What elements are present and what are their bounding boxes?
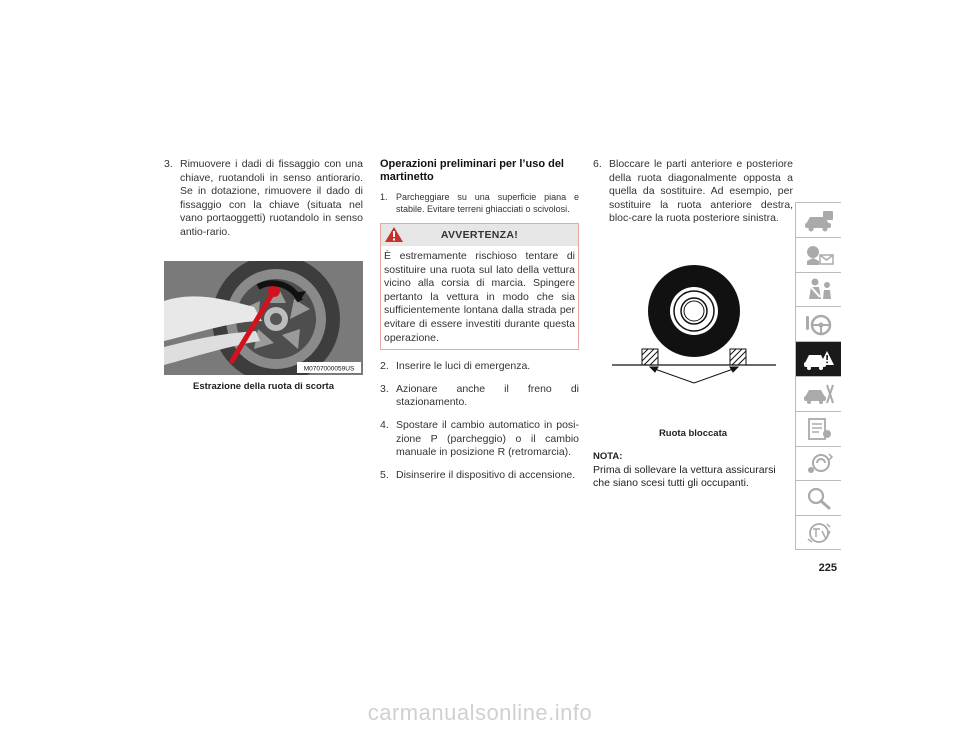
warning-title: AVVERTENZA! xyxy=(440,229,519,241)
steps-list xyxy=(380,360,579,482)
tab-safety[interactable] xyxy=(795,272,841,307)
language-icon xyxy=(803,521,835,545)
car-dashboard-icon xyxy=(803,208,835,232)
tab-specifications[interactable] xyxy=(795,411,841,446)
step-text: Bloccare le parti anteriore e posteriore della ruota diagonalmente opposta a quella da sostituire. Ad esempio, per sostituire la ruota anteriore destra, bloc-care la ruota posteriore sinistra. xyxy=(609,158,793,225)
step-number: 3. xyxy=(380,382,389,395)
step-number: 2. xyxy=(380,360,389,373)
note-block xyxy=(593,450,793,491)
step-text: Azionare anche il freno di stazionamento. xyxy=(396,382,579,409)
list-item xyxy=(380,469,579,483)
car-message-icon xyxy=(803,243,835,267)
tab-messages[interactable] xyxy=(795,237,841,272)
step-text: Inserire le luci di emergenza. xyxy=(396,360,531,373)
blocked-wheel-diagram xyxy=(610,265,778,385)
right-column xyxy=(593,158,793,226)
step-text: Disinserire il dispositivo di accensione. xyxy=(396,468,576,481)
multimedia-icon xyxy=(803,451,835,475)
figure-caption-right: Ruota bloccata xyxy=(658,428,728,439)
step-number: 1. xyxy=(380,192,388,202)
section-heading: Operazioni preliminari per l’uso del martinetto xyxy=(380,158,564,183)
step-text: Spostare il cambio automatico in posi-zione P (parcheggio) o il cambio manuale in posizione R (retromarcia). xyxy=(396,418,579,459)
search-icon xyxy=(803,486,835,510)
chapter-tabs xyxy=(795,202,841,550)
tab-service[interactable] xyxy=(795,376,841,411)
car-warning-icon xyxy=(803,347,835,371)
step-number: 6. xyxy=(593,158,602,170)
step-text: Rimuovere i dadi di fissaggio con una chiave, ruotandoli in senso antiorario. Se in dotazione, rimuovere il dado di fissaggio con la chiave (situata nel vano portaoggetti) ruotandolo in senso antio-rario. xyxy=(180,158,363,238)
tab-dashboard[interactable] xyxy=(795,202,841,237)
left-column xyxy=(164,158,363,240)
step-6-block-wheel xyxy=(593,158,793,226)
list-item xyxy=(380,419,579,460)
note-label: NOTA: xyxy=(593,451,623,462)
warning-box xyxy=(380,223,579,350)
warning-text: È estremamente rischioso tentare di sostituire una ruota sul lato della vettura vicino alla corsia di marcia. Spingere pertanto la vettura in modo che sia sufficientemente lontana dalla strada per evitare di essere investiti durante questa operazione. xyxy=(384,250,575,344)
spare-wheel-removal-image xyxy=(164,261,363,375)
image-code: M0707000059US xyxy=(303,365,355,373)
list-item xyxy=(380,360,579,374)
seat-belt-icon xyxy=(803,277,835,301)
step-3-remove-nuts xyxy=(164,158,363,240)
figure-caption-left: Estrazione della ruota di scorta xyxy=(193,381,334,392)
car-service-icon xyxy=(803,382,835,406)
step-number: 3. xyxy=(164,158,173,170)
page-number: 225 xyxy=(818,562,837,574)
tab-driving[interactable] xyxy=(795,306,841,341)
middle-column xyxy=(380,158,579,491)
tab-emergency[interactable] xyxy=(795,341,841,376)
tab-languages[interactable] xyxy=(795,515,841,550)
step-number: 5. xyxy=(380,468,389,481)
specifications-icon xyxy=(803,417,835,441)
step-text: Parcheggiare su una superficie piana e stabile. Evitare terreni ghiacciati o scivolosi. xyxy=(396,192,579,214)
step-1-park xyxy=(380,191,579,215)
steering-wheel-icon xyxy=(803,312,835,336)
list-item xyxy=(380,383,579,410)
step-number: 4. xyxy=(380,418,389,431)
warning-header xyxy=(381,224,578,246)
watermark-text: carmanualsonline.info xyxy=(367,700,593,725)
note-text: Prima di sollevare la vettura assicurarsi che siano scesi tutti gli occupanti. xyxy=(593,463,776,490)
tab-index[interactable] xyxy=(795,480,841,515)
warning-triangle-icon xyxy=(384,226,404,243)
tab-multimedia[interactable] xyxy=(795,446,841,481)
